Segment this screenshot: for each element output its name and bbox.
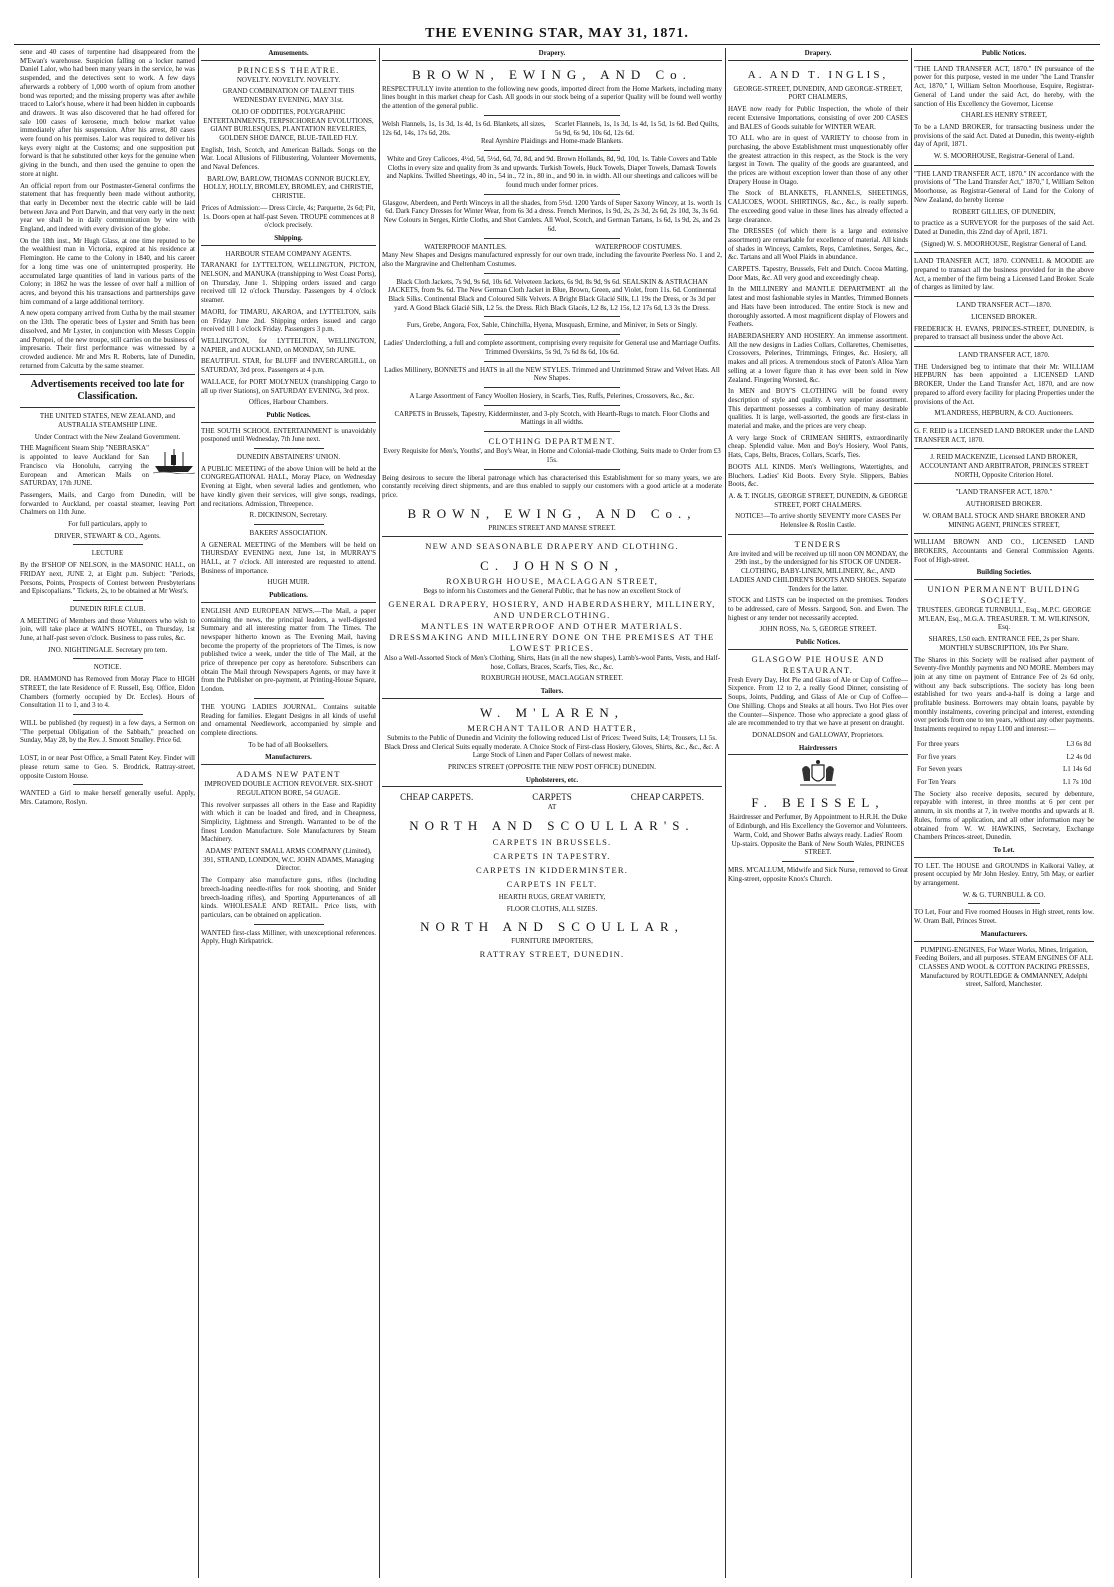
land-transfer-license: "THE LAND TRANSFER ACT, 1870." IN pursuance of the power for this purpose, vested in me under "the Land Transfer Act, 1870," I, William Selton Moorhouse, Esquire, Registrar-General of Land under the said Act, do hereby, with the sanction of His Excellency the Governor, License [914, 64, 1094, 108]
inglis-blankets: The Stock of BLANKETS, FLANNELS, SHEETINGS, CALICOES, WOOL SHIRTINGS, &c., &c., is really superb. The exceeding good value in these lines has already effected a large clearance. [728, 189, 908, 224]
william-brown-notice: WILLIAM BROWN AND CO., LICENSED LAND BROKERS, Accountants and General Commission Agents. Foot of High-street. [914, 538, 1094, 564]
tenders-stock: STOCK and LISTS can be inspected on the premises. Tenders to be addressed, care of Messrs. Sargood, Son. and Ewen. The highest or any tender not necessarily accepted. [728, 596, 908, 622]
divider [914, 346, 1094, 347]
underclothing-block: Ladies' Underclothing, a full and complete assortment, comprising every requisite for General use and Marriage Outfits. Trimmed Overskirts, 5s 9d, 7s 6d 8s 6d, 10s 6d. [383, 339, 721, 356]
north-scoullar-title-2: NORTH AND SCOULLAR, [420, 919, 684, 935]
news-item: An official report from our Postmaster-General confirms the statement that has frequently been made without authority, that early in December next the electric cable will be laid between Java and Port Darwin, and that very early in the next year we shall be in daily communication by wire with England, and indeed with every division of the globe. [20, 181, 195, 234]
rifle-club-notice: A MEETING of Members and those Volunteers who wish to join, will take place at WAIN'S HOTEL, on Thursday, 1st June, at half-past seven o'clock. Business to pass rules, &c. [20, 616, 195, 643]
floor-cloths: FLOOR CLOTHS, ALL SIZES. [506, 904, 598, 913]
divider [914, 533, 1094, 534]
registrar-signature-2: (Signed) W. S. MOORHOUSE, Registrar General of Land. [921, 239, 1087, 248]
divider [914, 448, 1094, 449]
brown-ewing-intro: RESPECTFULLY invite attention to the following new goods, imported direct from the Home Markets, including many lines bought in this market cheap for Cash. All goods in our stock being of a superior Quality will be found well worthy the attention of the general public. [382, 84, 722, 111]
inglis-signature: A. & T. INGLIS, GEORGE STREET, DUNEDIN, & GEORGE STREET, PORT CHALMERS. [728, 491, 908, 509]
table-row [916, 777, 1092, 788]
carpet-line: CARPETS IN TAPESTRY. [493, 851, 611, 862]
pie-house-title: GLASGOW PIE HOUSE AND RESTAURANT. [751, 653, 885, 675]
divider [73, 600, 143, 601]
section-header-public-notices: Public Notices. [201, 410, 376, 423]
divider [73, 784, 143, 785]
new-seasonable: NEW AND SEASONABLE DRAPERY AND CLOTHING. [425, 541, 679, 552]
mlaren-address: PRINCES STREET (OPPOSITE THE NEW POST OFFICE) DUNEDIN. [448, 762, 656, 771]
section-header-drapery: Drapery. [382, 48, 722, 61]
divider [914, 165, 1094, 166]
tenders-signature: JOHN ROSS, No. 5, GEORGE STREET. [759, 625, 877, 634]
rattray-street: RATTRAY STREET, DUNEDIN. [479, 949, 625, 960]
section-header-manufacturers: Manufacturers. [914, 929, 1094, 942]
column-2 [201, 48, 376, 1578]
rate-term: For three years [917, 739, 959, 748]
divider [484, 334, 620, 335]
land-transfer-license-tail: To be a LAND BROKER, for transacting business under the provisions of the said Act. Dated at Dunedin, this twenty-eighth day of April, 1871. [914, 122, 1094, 149]
land-transfer-heading-2: LAND TRANSFER ACT, 1870. [958, 350, 1050, 359]
clothing-dept-heading: CLOTHING DEPARTMENT. [488, 436, 616, 447]
column-divider [198, 48, 199, 1578]
column-1 [20, 48, 195, 1578]
steamship-icon [153, 446, 195, 474]
flannels-right: Scarlet Flannels, 1s, 1s 3d, 1s 4d, 1s 5d, 1s 6d. Bed Quilts, 5s 9d, 6s 9d, 10s 6d, 12s 6d. [555, 119, 719, 137]
section-header-tailors: Tailors. [382, 686, 722, 699]
divider [484, 115, 620, 116]
at-word: AT [547, 803, 557, 812]
land-transfer-surveyor: "THE LAND TRANSFER ACT, 1870." IN accordance with the provisions of "The Land Transfer Act," 1870," I, William Selton Moorhouse, as Registrar-General of Land for the Colony of New Zealand, do hereby license [914, 169, 1094, 204]
union-trustees: TRUSTEES. GEORGE TURNBULL, Esq., M.P.C. GEORGE M'LEAN, Esq., M.G.A. TREASURER. T. M. WILKINSON, Esq. [916, 606, 1092, 632]
rate-amount: L1 7s 10d [1063, 778, 1091, 786]
johnson-intro: Begs to inform his Customers and the General Public, that he has now an excellent Stock of [423, 587, 681, 596]
section-header-building-societies: Building Societies. [914, 567, 1094, 580]
steamship-contract: Under Contract with the New Zealand Government. [34, 432, 181, 441]
theatre-bill-details: English, Irish, Scotch, and American Ballads. Songs on the War. Local Allusions of Filibustering, Volunteer Movements, and Naval Defences. [201, 145, 376, 172]
steamship-line-title: THE UNITED STATES, NEW ZEALAND, and AUSTRALIA STEAMSHIP LINE. [39, 412, 176, 430]
divider [484, 238, 620, 239]
licensee-name: CHARLES HENRY STREET, [961, 111, 1047, 120]
hearth-rugs: HEARTH RUGS, GREAT VARIETY, [498, 893, 606, 902]
column-3 [382, 48, 722, 1578]
bakers-signature: HUGH MUIR. [267, 578, 310, 587]
millinery-block: Ladies Millinery, BONNETS and HATS in all the NEW STYLES. Trimmed and Untrimmed Straw and Velvet Hats. All New Shapes. [384, 365, 720, 383]
furs-block: Furs, Grebe, Angora, Fox, Sable, Chinchilla, Hyena, Musquash, Ermine, and Miniver, in Sets or Singly. [406, 321, 698, 330]
rate-amount: L2 4s 0d [1066, 752, 1091, 761]
clothing-dept-body: Every Requisite for Men's, Youths', and Boy's Wear, in Home and Colonial-made Clothing, Suits made to Order from £3 15s. [383, 447, 721, 464]
mantles-body: Many New Shapes and Designs manufactured expressly for our own trade, including the favourite Peerless No. 1 and 2, also the Margravine and Cheltenham Costumes. [382, 251, 722, 268]
roxburgh-house-2: ROXBURGH HOUSE, MACLAGGAN STREET. [480, 674, 623, 683]
johnson-stock: GENERAL DRAPERY, HOSIERY, AND HABERDASHERY, MILLINERY, AND UNDERCLOTHING. [388, 599, 716, 621]
repayment-table [914, 737, 1094, 790]
wanted-girl-notice: WANTED a Girl to make herself generally useful. Apply, Mrs. Catamore, Roslyn. [20, 789, 195, 806]
reid-notice: G. F. REID is a LICENSED LAND BROKER under the LAND TRANSFER ACT, 1870. [914, 426, 1094, 444]
news-item: sene and 40 cases of turpentine had disappeared from the M'Ewan's warehouse. Suspicion falling on a locker named Daniel Lalor, who had been many years in the service, he was suspended, and the detectives sent to work. A few days afterwards a robbery of 1,000 worth of opium from another bond was reported; and the missing property was after awhile traced to Lalor's house, where it had been hidden in cupboards and drawers. It was also discovered that he had offered for sale 100 cases of kerosene, much below market value immediately after his suspension. After his arrest, 80 cases were found on his premises. Lalor was required to deliver his keys every night at the Customs; and one supposition put forward is that he substituted other keys for the genuine when giving in the bunch, and then used the genuine to open the store at night. [20, 48, 195, 178]
inglis-arrive: NOTICE!—To arrive shortly SEVENTY more CASES Per Helenslee & Roslin Castle. [735, 512, 901, 530]
rate-amount: L1 14s 6d [1063, 765, 1091, 774]
section-header-amusements: Amusements. [201, 48, 376, 61]
divider [254, 924, 324, 925]
land-transfer-surveyor-tail: to practice as a SURVEYOR for the purposes of the said Act. Dated at Dunedin, this 22nd day of April, 1871. [914, 219, 1094, 236]
section-header-public-notices: Public Notices. [914, 48, 1094, 61]
divider [484, 361, 620, 362]
harbour-offices: Offices, Harbour Chambers. [248, 398, 329, 407]
to-let-notice-2: TO Let, Four and Five roomed Houses in High street, rents low. W. Oram Ball, Princes Street. [914, 908, 1094, 926]
cheap-carpets-row [382, 791, 722, 803]
section-header-drapery: Drapery. [728, 48, 908, 61]
calicoes-block: White and Grey Calicoes, 4½d, 5d, 5½d, 6d, 7d, 8d, and 9d. Brown Hollands, 8d, 9d, 10d, 1s. Table Covers and Table Cloths in every size and quality from 3s and upwards. Turkish Towels, Huck Towels, Diaper Towels, Damask Towels and Napkins. Twilled Sheetings, 40 in., 54 in., 72 in., 80 in., and 90 in. in width. All our sheetings and calicoes will be found much under former prices. [386, 154, 718, 190]
union-society-title: UNION PERMANENT BUILDING SOCIETY. [927, 584, 1081, 606]
news-item: A new opera company arrived from Cutha by the mail steamer on the 13th. The operatic bees of Lyster and Smith has been dissolved, and Mr Lyster, in conjunction with Messrs Coppin and Pompei, of the new troupe, still carries on the business of impresario. Their first performance was witnessed by a crowded audience. Mr and Mrs R. Roberts, late of Dunedin, returned from Calcutta by the same steamer. [20, 309, 195, 370]
plaidings-line: Real Ayrshire Plaidings and Home-made Blankets. [480, 137, 624, 146]
divider [382, 536, 722, 537]
furniture-importers: FURNITURE IMPORTERS, [511, 937, 593, 946]
lost-key-notice: LOST, in or near Post Office, a Small Patent Key. Finder will please return same to Geo. S. Brodrick, Rattray-street, opposite Custom House. [20, 754, 195, 780]
admission-prices: Prices of Admission:— Dress Circle, 4s; Parquette, 2s 6d; Pit, 1s. Doors open at half-past Seven. TROUPE commences at 8 o'clock precisely. [201, 203, 376, 230]
mlaren-subtitle: MERCHANT TAILOR AND HATTER, [467, 722, 637, 733]
inglis-crimean: A very large Stock of CRIMEAN SHIRTS, extraordinarily cheap. Splendid value. Men and Boy's Hosiery, Wool Pants, Hats, Caps, Belts, Braces, Collars, Scarfs, Ties. [728, 433, 908, 460]
waterproof-mantles: WATERPROOF MANTLES. [424, 242, 507, 251]
adams-revolver-body: This revolver surpasses all others in the Ease and Rapidity with which it can be loaded and fired, and in Cheapness, Simplicity, Lightness and Strength. Warranted to be of the finest London Manufacture. Sole Manufacturers by Steam Machinery. [201, 800, 376, 844]
divider [73, 749, 143, 750]
rifle-club-signature: JNO. NIGHTINGALE. Secretary pro tem. [47, 645, 168, 654]
divider [484, 405, 620, 406]
hepburn-signature: M'LANDRESS, HEPBURN, & CO. Auctioneers. [934, 409, 1074, 418]
union-tail: The Society also receive deposits, secured by debenture, repayable with interest, in three months at 6 per cent per annum, in six months at 7, in twelve months and upwards at 8. Rules, forms of application, and all other information may be obtained from W. W. HAWKINS, Secretary, Exchange Chambers Princes-street, Dunedin. [914, 789, 1094, 842]
novelty-line: NOVELTY. NOVELTY. NOVELTY. [236, 75, 341, 84]
column-divider [379, 48, 380, 1578]
theatre-bill: OLIO OF ODDITIES, POLYGRAPHIC ENTERTAINMENTS, TERPSICHOREAN EVOLUTIONS, GIANT BURLESQUES, PLANTATION REVELRIES, GOLDEN SHOE DANCE, BLUE-TAILED FLY. [203, 107, 374, 142]
shipping-notice: WELLINGTON, for LYTTELTON, WELLINGTON, NAPIER, and AUCKLAND, on MONDAY, 5th JUNE. [201, 336, 376, 354]
divider [968, 903, 1040, 904]
winceys-block: Glasgow, Aberdeen, and Perth Winceys in all the shades, from 5½d. 1200 Yards of Super Saxony Wincey, at 1s. worth 1s 6d. Dark Fancy Dresses for Winter Wear, from 6s 3d a dress. French Merinos, 1s 9d, 2s, 2s 3d, 2s 6d, 2s 10d, 3s, 3s 6d. New Colours in Serges, Kirtle Cloths, and Shot Camlets. All Wool, Scotch, and German Tartans, 1s 6d, 1s 9d, 2s, and 2s 6d. [382, 198, 722, 233]
column-4 [728, 48, 908, 1578]
brown-ewing-close: Being desirous to secure the liberal patronage which has characterised this Establishment for so many years, we are constantly receiving direct shipments, and are thus enabled to supply our customers with a good article at a moderate price. [382, 473, 722, 499]
steamship-notice: THE Magnificent Steam Ship "NEBRASKA" is appointed to leave Auckland for San Francisco via Honolulu, carrying the European and American Mails on SATURDAY, 17th JUNE. [20, 444, 149, 488]
divider [254, 698, 324, 699]
divider [914, 296, 1094, 297]
rifle-club-heading: DUNEDIN RIFLE CLUB. [69, 604, 146, 613]
land-transfer-heading: LAND TRANSFER ACT—1870. [956, 301, 1052, 310]
union-body: The Shares in this Society will be realised after payment of Seventy-five Monthly payments and NO MORE. Members may join at any time on payment of Entrance Fee of 2s 6d only, without any back subscriptions. The society has long been established for two years and-a-half is doing a large and profitable business. Borrowers may obtain loans, payable by monthly instalments, covering principal and interest, extending over periods from one to ten years, without any other payments. Instalments required to repay L100 and interest:— [914, 655, 1094, 734]
grand-combination: GRAND COMBINATION OF TALENT THIS WEDNESDAY EVENING, MAY 31st. [222, 87, 355, 105]
inglis-boots: BOOTS ALL KINDS. Men's Wellingtons, Watertights, and Bluchers. Ladies' Kid Boots. Every Style. Slippers, Babies Boots, &c. [728, 462, 908, 489]
inglis-haberdashery: HABERDASHERY AND HOSIERY. An immense assortment. All the new designs in Ladies Collars, Collarettes, Chemisettes, Crossovers, Pelerines, Trimmings, Fringes, &c. Hosiery, all makes and all prices. A tremendous stock of Paton's Alloa Yarn selling at a lower figure than it has ever been sold in New Zealand. Fingering Worsted, &c. [728, 331, 908, 384]
news-item: On the 18th inst., Mr Hugh Glass, at one time reputed to be the wealthiest man in Victoria, expired at his residence at Flemington. He came to the Colony in 1840, and his career for a long time was one of uninterrupted prosperity. He accumulated large quantities of land in various parts of the Colony; in 1862 he was the lessee of over half a million of acres, and beyond this his transactions and partnerships gave him command of a large additional territory. [20, 236, 195, 306]
divider [484, 273, 620, 274]
bakers-heading: BAKERS' ASSOCIATION. [249, 528, 328, 537]
divider [73, 658, 143, 659]
to-let-signature: W. & G. TURNBULL & CO. [962, 890, 1046, 899]
surveyor-name: ROBERT GILLIES, OF DUNEDIN, [952, 207, 1056, 216]
registrar-signature: W. S. MOORHOUSE, Registrar-General of Land. [933, 152, 1075, 161]
princess-theatre-title: PRINCESS THEATRE. [237, 64, 340, 75]
column-divider [725, 48, 726, 1578]
divider [484, 387, 620, 388]
inglis-millinery: In the MILLINERY and MANTLE DEPARTMENT all the latest and most fashionable styles in Mantles, Trimmed Bonnets and Hats have been introduced. The entire Stock is new and thoroughly assorted. A most magnificent display of Flowers and Feathers. [728, 285, 908, 329]
section-header-to-let: To Let. [914, 845, 1094, 858]
hepburn-notice: THE Undersigned beg to intimate that their Mr. WILLIAM HEPBURN has been appointed a LICENSED LAND BROKER, Under the Land Transfer Act, 1870, and are now prepared to afford every facility for placing Properties under the provisions of the Act. [914, 362, 1094, 406]
section-header-upholsterers: Upholsterers, etc. [382, 775, 722, 788]
section-header-publications: Publications. [201, 590, 376, 603]
mccallum-notice: MRS. M'CALLUM, Midwife and Sick Nurse, removed to Great King-street, opposite Knox's Church. [728, 865, 908, 883]
table-row [916, 752, 1092, 763]
shipping-notice: MAORI, for TIMARU, AKAROA, and LYTTELTON, sails on Friday June 2nd. Shipping orders issued and cargo received till 1 o'clock Friday. Passengers 3 p.m. [201, 307, 376, 334]
divider [73, 714, 143, 715]
shipping-notice: WALLACE, for PORT MOLYNEUX (transhipping Cargo to all up river Stations), on SATURDAY EVENING, 3rd prox. [201, 377, 376, 395]
table-row [916, 739, 1092, 750]
mlaren-title: W. M'LAREN, [479, 704, 625, 720]
abstainers-signature: R. DICKINSON, Secretary. [249, 511, 328, 520]
waterproof-costumes: WATERPROOF COSTUMES. [595, 242, 682, 251]
english-news-notice: ENGLISH AND EUROPEAN NEWS.—The Mail, a paper containing the news, the principal leaders, a well-digested Summary and all interesting matter from The Times. The newspaper hitherto known as The Evening Mail, having become the property of the proprietors of The Times, is now published twice a week, under the title of The Mail, at the price of threepence per copy as heretofore. Subscribers can obtain The Mail through Newspapers Agents, or may have it from the Publisher on pre-payment, at Printing-House Square, London. [201, 606, 376, 694]
brown-ewing-title-2: BROWN, EWING, AND Co., [407, 505, 697, 521]
divider [728, 534, 908, 535]
dr-hammond-notice: DR. HAMMOND has Removed from Moray Place to HIGH STREET, the late Residence of F. Russell, Esq. Office, Eldon Chambers (formerly occupied by Dr. Eccles). Hours of Consultation 11 to 1, and 3 to 4. [20, 675, 195, 710]
booksellers-line: To be had of all Booksellers. [248, 740, 329, 749]
adams-revolver-subtitle: IMPROVED DOUBLE ACTION REVOLVER. SIX-SHOT REGULATION BORE, 54 GUAGE. [204, 780, 373, 797]
divider [484, 150, 620, 151]
rate-term: For Ten Years [917, 778, 956, 786]
brown-ewing-title: BROWN, EWING, AND Co. [412, 66, 692, 82]
bakers-notice: A GENERAL MEETING of the Members will be held on THURSDAY EVENING next, June 1st, in MURRAY'S HALL, at 7 o'clock. All interested are requested to attend. Business of importance. [201, 540, 376, 575]
carpet-line: CARPETS IN FELT. [506, 879, 598, 890]
divider [484, 316, 620, 317]
shipping-notice: BEAUTIFUL STAR, for BLUFF and INVERCARGILL, on SATURDAY, 3rd prox. Passengers at 4 p.m. [201, 357, 376, 375]
divider [254, 524, 324, 525]
lecture-notice: By the B'SHOP OF NELSON, in the MASONIC HALL, on FRIDAY next, JUNE 2, at Eight p.m. Subject: "Periods, Persons, Points, Prospects of Contest between Presbyterians and Episcopalians." Tickets, 2s, to be obtained at Mr West's. [20, 561, 195, 596]
mantles-block [382, 243, 722, 252]
carpets-block: CARPETS in Brussels, Tapestry, Kidderminster, and 3-ply Scotch, with Hearth-Rugs to match. Floor Cloths and Mattings in all widths. [394, 409, 710, 427]
beissel-title: F. BEISSEL, [751, 795, 885, 811]
divider [914, 252, 1094, 253]
column-5 [914, 48, 1094, 1578]
licensed-broker-heading: LICENSED BROKER. [971, 312, 1037, 321]
to-let-notice: TO LET. The HOUSE and GROUNDS in Kaikorai Valley, at present occupied by Mr John Hesley. Entry, 5th May, or earlier by arrangement. [914, 861, 1094, 888]
brown-ewing-address: PRINCES STREET AND MANSE STREET. [488, 523, 616, 532]
divider [914, 422, 1094, 423]
divider [20, 407, 195, 408]
pumping-engines-notice: PUMPING-ENGINES, For Water Works, Mines, Irrigation, Feeding Boilers, and all purposes. STEAM ENGINES OF ALL CLASSES AND WOOL & COTTON PACKING PRESSES, Manufactured by ROUTLEDGE & OMMANNEY, Adelphi street, Salford, Manchester. [914, 945, 1094, 989]
adams-company: ADAMS' PATENT SMALL ARMS COMPANY (Limited), 391, STRAND, LONDON, W.C. JOHN ADAMS, Managing Director. [203, 847, 374, 873]
table-row [916, 764, 1092, 775]
carpets: CARPETS [532, 792, 572, 803]
divider [254, 448, 324, 449]
south-school-notice: THE SOUTH SCHOOL ENTERTAINMENT is unavoidably postponed until Wednesday, 7th June next. [201, 426, 376, 444]
rate-amount: L3 6s 8d [1066, 739, 1091, 748]
steamship-agents: DRIVER, STEWART & CO., Agents. [54, 531, 161, 540]
inglis-mens-clothing: In MEN and BOY'S CLOTHING will be found every description of style and quality. A very superior assortment. This department possesses a combination of many desirable qualities. It is large, well-assorted, the goods are first-class in material and make, and the prices are very cheap. [728, 387, 908, 431]
column-divider [911, 48, 912, 1578]
divider [484, 469, 620, 470]
flannels-left: Welsh Flannels, 1s, 1s 3d, 1s 4d, 1s 6d. Blankets, all sizes, 12s 6d, 14s, 17s 6d, 20s. [382, 119, 546, 137]
carpet-line: CARPETS IN BRUSSELS. [492, 837, 612, 848]
inglis-dresses: The DRESSES (of which there is a large and extensive assortment) are remarkable for excellence of material. All kinds of shades in Winceys, Camlets, Reps, Camletines, Serges, &c., &c. Tartans and all Wool Plaids in abundance. [728, 227, 908, 262]
cheap-carpets: CHEAP CARPETS. [400, 792, 474, 803]
steamship-apply: For full particulars, apply to [68, 520, 147, 529]
adams-revolver-title: ADAMS NEW PATENT [236, 769, 341, 780]
johnson-dressmaking: DRESSMAKING AND MILLINERY DONE ON THE PREMISES AT THE LOWEST PRICES. [389, 632, 715, 654]
abstainers-heading: DUNEDIN ABSTAINERS' UNION. [236, 453, 341, 462]
pie-house-signature: DONALDSON and GALLOWAY, Proprietors. [752, 731, 884, 739]
north-scoullar-title: NORTH AND SCOULLAR'S. [409, 818, 695, 834]
sermon-notice: WILL be published (by request) in a few days, a Sermon on "The perpetual Obligation of the Sabbath," preached on Sunday, May 28, by the Rev. J. Smoott Smalley. Price 6d. [20, 719, 195, 745]
late-advertisements-heading: Advertisements received too late for Classification. [30, 379, 185, 403]
notice-heading: NOTICE. [93, 663, 122, 672]
rate-term: For five years [917, 752, 956, 761]
tenders-body: Are invited and will be received up till noon ON MONDAY, the 29th inst., by the undersigned for his STOCK OF UNDER-CLOTHING, BABY-LINEN, MILLINERY, &c., AND LADIES AND CHILDREN'S BOOTS AND SHOES. Separate Tenders for the latter. [728, 549, 908, 593]
section-header-public-notices: Public Notices. [728, 637, 908, 650]
abstainers-notice: A PUBLIC MEETING of the above Union will be held at the CONGREGATIONAL HALL, Moray Place, on Wednesday Evening at Eight, when several ladies and gentlemen, who have kindly given their services, will give songs, readings, and recitations. Admission, Threepence. [201, 464, 376, 508]
divider [73, 544, 143, 545]
inglis-variety: TO ALL who are in quest of VARIETY to choose from in purchasing, the above Establishment must unquestionably offer the greatest attraction in this respect, as the Stock is the very largest in Town. The quality of the goods are guaranteed, and the prices are without exception lower than those of any other Drapery House in Otago. [728, 134, 908, 186]
section-header-manufacturers: Manufacturers. [201, 752, 376, 765]
carpet-line: CARPETS IN KIDDERMINSTER. [475, 865, 629, 876]
inglis-carpets: CARPETS. Tapestry, Brussels, Felt and Dutch. Cocoa Matting, Door Mats, &c. All very good and exceedingly cheap. [728, 265, 908, 282]
johnson-also: Also a Well-Assorted Stock of Men's Clothing, Shirts, Hats (in all the new shapes), Lamb's-wool Pants, Vests, and Half-hose, Collars, Braces, Scarfs, Ties, &c., &c. [383, 654, 721, 671]
shipping-notice: TARANAKI for LYTTELTON, WELLINGTON, PICTON, NELSON, and MANUKA (transhipping to West Coast Ports), on Thursday, June 1. Shipping orders issued and cargo received till 12 o'clock Thursday. Passengers by 4 o'clock steamer. [201, 261, 376, 305]
adams-more: The Company also manufacture guns, rifles (including breech-loading needle-rifles for rook shooting, and Snider breech-loading rifles), and Sporting Appurtenances of all kinds. WHOLESALE AND RETAIL. Price lists, with particulars, can be obtained on application. [201, 876, 376, 919]
cheap-carpets: CHEAP CARPETS. [630, 792, 704, 803]
royal-arms-icon [796, 759, 840, 789]
divider [20, 374, 195, 375]
performer-names: BARLOW, BARLOW, THOMAS CONNOR BUCKLEY, HOLLY, HOLLY, BROMLEY, BROMLEY, and CHRISTIE, CHRISTIE. [203, 174, 374, 201]
milliner-wanted: WANTED first-class Milliner, with unexceptional references. Apply, Hugh Kirkpatrick. [201, 928, 376, 946]
inglis-address: GEORGE-STREET, DUNEDIN, AND GEORGE-STREET, PORT CHALMERS, [733, 84, 903, 102]
divider [484, 194, 620, 195]
divider [782, 861, 854, 862]
inglis-title: A. AND T. INGLIS, [747, 68, 889, 81]
lecture-heading: LECTURE [91, 549, 124, 558]
section-header-shipping: Shipping. [201, 233, 376, 246]
beissel-body: Hairdresser and Perfumer, By Appointment to H.R.H. the Duke of Edinburgh, and His Excellency the Governor and Volunteers. Warm, Cold, and Shower Baths always ready. Ladies' Room Up-stairs. Opposite the Bank of New South Wales, PRINCES STREET. [728, 813, 908, 857]
union-shares: SHARES, L50 each. ENTRANCE FEE, 2s per Share. MONTHLY SUBSCRIPTION, 10s Per Share. [928, 635, 1080, 652]
roxburgh-house: ROXBURGH HOUSE, MACLAGGAN STREET, [445, 576, 659, 587]
flannels-block [382, 120, 722, 137]
tenders-heading: TENDERS [794, 538, 842, 549]
land-transfer-heading-3: "LAND TRANSFER ACT, 1870." [955, 488, 1053, 497]
divider [914, 483, 1094, 484]
divider [484, 431, 620, 432]
masthead-rule [14, 44, 1100, 45]
authorised-broker: AUTHORISED BROKER. [965, 500, 1043, 509]
hosiery-block: A Large Assortment of Fancy Woollen Hosiery, in Scarfs, Ties, Ruffs, Pelerines, Crossovers, &c., &c. [409, 391, 695, 400]
evans-notice: FREDERICK H. EVANS, PRINCES-STREET, DUNEDIN, is prepared to transact all business under the above Act. [914, 324, 1094, 342]
oram-ball-notice: W. ORAM BALL STOCK AND SHARE BROKER AND MINING AGENT, PRINCES STREET, [922, 511, 1086, 529]
rate-term: For Seven years [917, 765, 963, 774]
connell-moodie-notice: LAND TRANSFER ACT, 1870. CONNELL & MOODIE are prepared to transact all the business provided for in the above Act, a member of the firm being a Licensed Land Broker. Scale of charges as limited by law. [914, 257, 1094, 292]
masthead: THE EVENING STAR, MAY 31, 1871. [425, 26, 689, 41]
inglis-body: HAVE now ready for Public Inspection, the whole of their recent Extensive Importations, consisting of over 200 CASES and BALES of Goods suitable for WINTER WEAR. [728, 105, 908, 131]
ladies-journal-notice: THE YOUNG LADIES JOURNAL. Contains suitable Reading for families. Elegant Designs in all kinds of useful and ornamental Needlework, accompanied by simple and complete directions. [201, 702, 376, 737]
johnson-title: C. JOHNSON, [480, 558, 624, 574]
harbour-steam-title: HARBOUR STEAM COMPANY AGENTS. [225, 249, 352, 258]
mackenzie-notice: J. REID MACKENZIE, Licensed LAND BROKER, ACCOUNTANT AND ARBITRATOR, PRINCES STREET NORTH, Opposite Criterion Hotel. [919, 453, 1089, 479]
section-header-hairdressers: Hairdressers [728, 743, 908, 756]
steamship-cargo: Passengers, Mails, and Cargo from Dunedin, will be forwarded to Auckland, per coastal steamer, leaving Port Chalmers on 11th June. [20, 490, 195, 517]
mlaren-body: Submits to the Public of Dunedin and Vicinity the following reduced List of Prices: Tweed Suits, L4; Trousers, L1 5s. Black Dress and Clerical Suits equally moderate. A Choice Stock of First-class Hosiery, Gloves, Shirts, &c., &c., &c. A Large Stock of Linen and Paper Collars of newest make. [384, 733, 720, 760]
jackets-block: Black Cloth Jackets, 7s 9d, 9s 6d, 10s 6d. Velveteen Jackets, 6s 9d, 8s 9d, 9s 6d. SEALSKIN & ASTRACHAN JACKETS, from 9s. 6d. The New German Cloth Jacket in Blue, Brown, Green, and Violet, from 11s. 6d. Continental Black Silks. Continental Black and Coloured Silk Velvets. A Bright Black Glacié Silk, L1 19s the Dress, or 3s 3d per yard. A Good Black Glacié Silk, L2 5s. the Dress. Rich Black Glacés, L2 8s, L2 15s, L2 17s 6d, L3 3s the Dress. [387, 277, 717, 312]
pie-house-body: Fresh Every Day, Hot Pie and Glass of Ale or Cup of Coffee—Sixpence. From 12 to 2, a really Good Dinner, consisting of Soups, Joints, Pudding, and Glass of Ale or Cup of Coffee—One Shilling. Chops and Steaks at all hours. Two Hot Pies over the Counter—Sixpence. Those who appreciate a good glass of ale are recommended to try that we have at present on draught. [728, 675, 908, 728]
johnson-mantles: MANTLES IN WATERPROOF AND OTHER MATERIALS. [421, 621, 683, 632]
